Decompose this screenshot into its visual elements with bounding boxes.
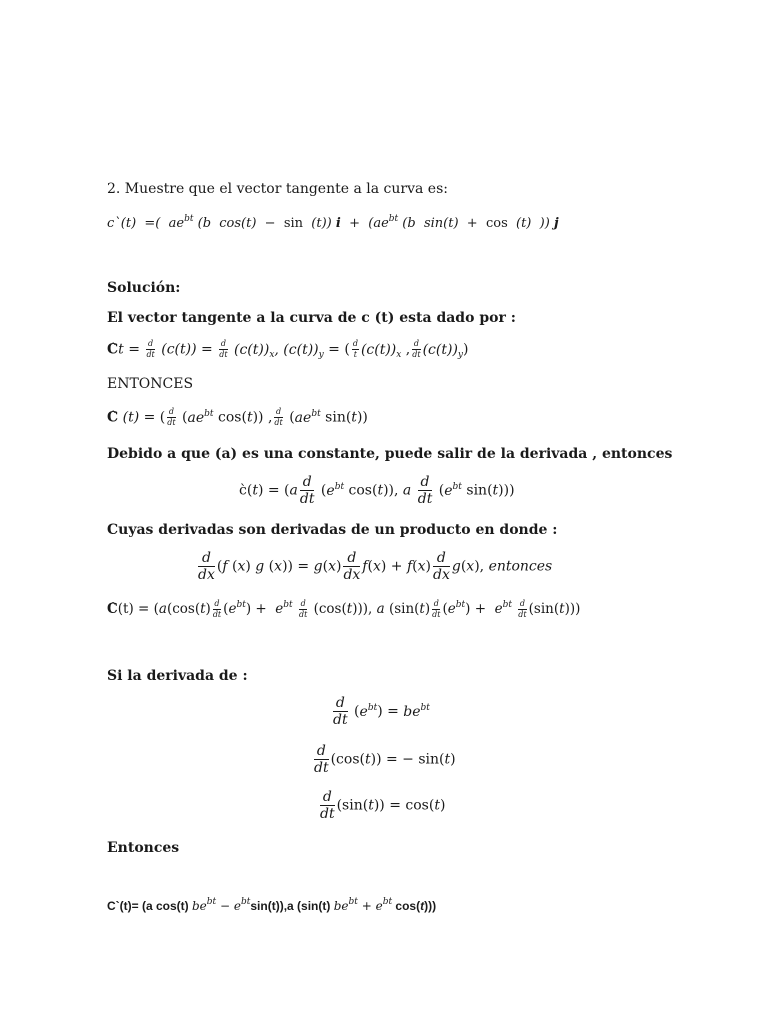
tangent-vector-equation: c`(t) =( $ae^{bt}$ (b cos(t) − sin (t)) $i + (ae^{bt}$ (b sin(t) + cos (t) )) j — [107, 214, 559, 231]
derivative-cos-equation: $\frac{d}{dt}$ (cos(t)) = − sin(t) — [314, 743, 456, 776]
constant-pulled-equation: c̀(t) = (a $\frac{d}{dt}$ ($e^{bt}$ cos(t)), a $\frac{d}{dt}$ ($e^{bt}$ sin(t))) — [239, 474, 515, 507]
expanded-product-equation: C̀(t) = (a(cos(t) $\frac{d}{dt}$ $(e^{bt}) + e^{bt}$ $\frac{d}{dt}$ (cos(t))), a (sin(t) $\frac{d}{dt}$ $(e^{bt}) + e^{bt}$ $\frac{d}{dt}$ (sin(t))) — [107, 599, 581, 619]
derivative-exp-equation: $\frac{d}{dt}$ $(e^{bt}) = be^{bt}$ — [333, 695, 430, 728]
constant-note: Debido a que (a) es una constante, puede salir de la derivada , entonces — [107, 446, 673, 462]
entonces-caps: ENTONCES — [107, 376, 194, 392]
solution-heading: Solución: — [107, 280, 181, 296]
solution-intro: El vector tangente a la curva de c (t) esta dado por : — [107, 310, 516, 326]
si-derivada-label: Si la derivada de : — [107, 668, 248, 684]
product-rule-equation: $\frac{d}{dx}$ (f (x) g (x)) = g(x) $\frac{d}{dx}$ f(x) + f(x) $\frac{d}{dx}$ g(x), entonces — [198, 550, 553, 583]
entonces-inline: entonces — [488, 558, 553, 575]
derivative-sin-equation: $\frac{d}{dt}$ (sin(t)) = cos(t) — [320, 789, 446, 822]
product-note: Cuyas derivadas son derivadas de un producto en donde : — [107, 522, 558, 538]
final-result-equation: C`(t)= (a cos(t) $be^{bt} - e^{bt}\sin(t)),a$ (sin(t) $be^{bt} + e^{bt}$ cos(t))) — [107, 897, 437, 913]
derivative-definition-equation: Ct = $\frac{d}{dt}$ (c(t)) = $\frac{d}{dt}$ $(c(t))_x$, $(c(t))_y$ = ( $\frac{d}{t}$ $(c(t))_x$ , $\frac{d}{dt}$ $(c(t))_y$) — [107, 339, 469, 360]
problem-statement: 2. Muestre que el vector tangente a la curva es: — [107, 181, 448, 197]
entonces-final-label: Entonces — [107, 840, 180, 856]
component-derivative-equation: C̀ (t) = ( $\frac{d}{dt}$ ($ae^{bt}$ cos(t)) , $\frac{d}{dt}$ ($ae^{bt}$ sin(t)) — [107, 407, 368, 427]
